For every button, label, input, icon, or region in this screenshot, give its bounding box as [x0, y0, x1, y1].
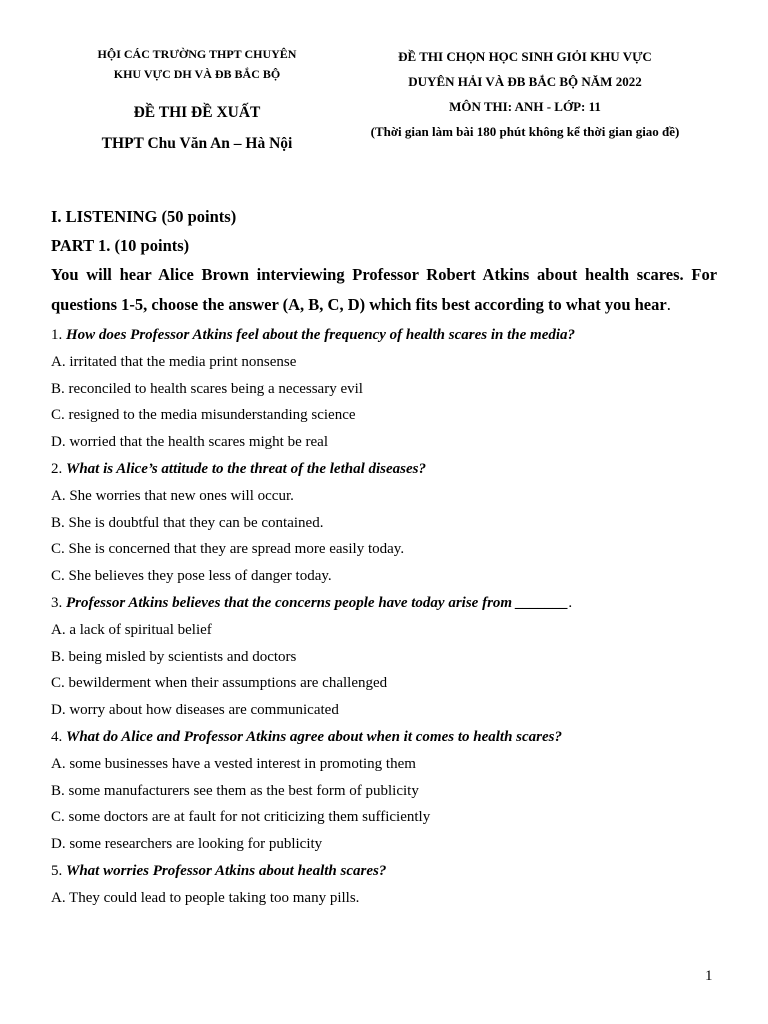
page-number: 1: [705, 968, 713, 984]
header-right: [330, 44, 720, 144]
question-text: What do Alice and Professor Atkins agree about when it comes to health scares?: [66, 728, 563, 745]
option: A. a lack of spiritual belief: [51, 621, 212, 638]
question-tail: .: [568, 594, 573, 611]
option: C. resigned to the media misunderstanding science: [51, 407, 356, 424]
question-5: [51, 858, 717, 885]
question-number: 1.: [51, 327, 63, 343]
question-4: [51, 724, 717, 751]
question-1: [51, 322, 717, 349]
association-name: HỘI CÁC TRƯỜNG THPT CHUYÊN: [97, 47, 297, 61]
exam-title-line2: DUYÊN HẢI VÀ ĐB BẮC BỘ NĂM 2022: [408, 74, 642, 89]
option: B. some manufacturers see them as the best form of publicity: [51, 782, 419, 799]
option: C. She believes they pose less of danger today.: [51, 568, 332, 585]
instructions-line2: For questions 1-5, choose the answer (A, B, C, D) which fits best according to what you hear: [51, 265, 718, 314]
question-number: 2.: [51, 460, 63, 477]
proposal-label: ĐỀ THI ĐỀ XUẤT: [133, 104, 261, 121]
instructions-line1: You will hear Alice Brown interviewing Professor Robert Atkins about health scares.: [51, 265, 684, 284]
exam-title-line1: ĐỀ THI CHỌN HỌC SINH GIỎI KHU VỰC: [398, 49, 652, 64]
header-left: [52, 44, 342, 159]
option: B. She is doubtful that they can be contained.: [51, 514, 324, 531]
question-3: [51, 590, 717, 617]
option: C. some doctors are at fault for not criticizing them sufficiently: [51, 809, 431, 826]
option: D. worried that the health scares might be real: [51, 434, 328, 451]
instructions: [51, 260, 717, 319]
question-text: What worries Professor Atkins about health scares?: [66, 862, 387, 879]
question-text: What is Alice’s attitude to the threat of the lethal diseases?: [66, 460, 427, 477]
option: C. She is concerned that they are spread more easily today.: [51, 541, 405, 558]
question-2: [51, 456, 717, 483]
school-name: THPT Chu Văn An – Hà Nội: [101, 135, 293, 152]
question-text: How does Professor Atkins feel about the frequency of health scares in the media?: [66, 327, 576, 343]
exam-content: [51, 202, 717, 912]
option: D. worry about how diseases are communicated: [51, 702, 339, 719]
instructions-end: .: [666, 294, 671, 314]
option: A. She worries that new ones will occur.: [51, 487, 294, 504]
option: A. irritated that the media print nonsense: [51, 353, 297, 370]
question-text: Professor Atkins believes that the concerns people have today arise from _______: [66, 594, 569, 611]
option: B. reconciled to health scares being a necessary evil: [51, 380, 363, 397]
question-number: 4.: [51, 728, 63, 745]
option: B. being misled by scientists and doctors: [51, 648, 297, 665]
option: A. some businesses have a vested interest in promoting them: [51, 755, 416, 772]
region-name: KHU VỰC DH VÀ ĐB BẮC BỘ: [113, 67, 281, 81]
option: A. They could lead to people taking too many pills.: [51, 889, 360, 906]
option: D. some researchers are looking for publicity: [51, 836, 323, 853]
time-note: (Thời gian làm bài 180 phút không kể thời gian giao đề): [370, 124, 680, 139]
question-number: 5.: [51, 862, 63, 879]
part-title: PART 1. (10 points): [51, 236, 190, 255]
option: C. bewilderment when their assumptions are challenged: [51, 675, 388, 692]
subject-line: MÔN THI: ANH - LỚP: 11: [449, 99, 601, 114]
question-number: 3.: [51, 594, 63, 611]
section-title: I. LISTENING (50 points): [51, 207, 237, 226]
